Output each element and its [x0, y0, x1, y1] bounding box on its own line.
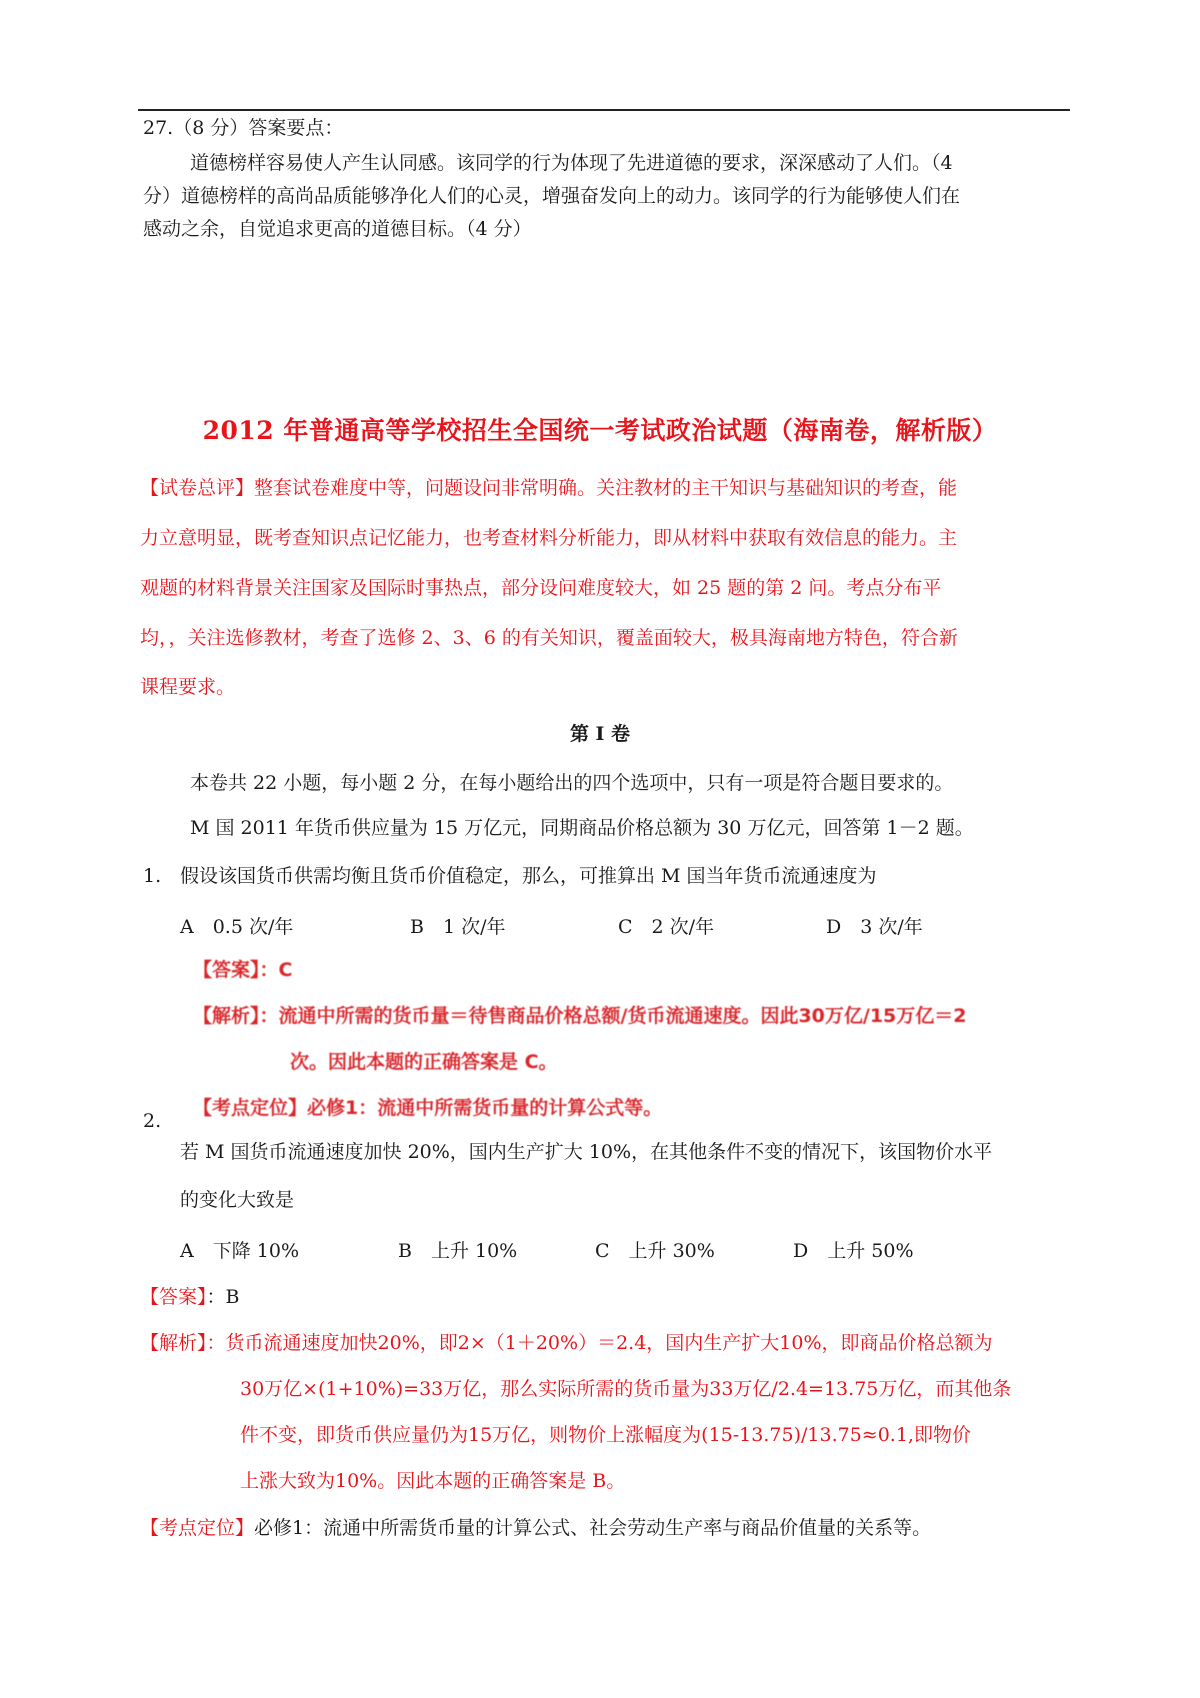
review-line-3: 观题的材料背景关注国家及国际时事热点，部分设问难度较大，如 25 题的第 2 问。考点分布平: [140, 577, 942, 599]
q2-option-c: C 上升 30%: [595, 1240, 715, 1262]
q2-option-d: D 上升 50%: [793, 1240, 914, 1262]
q27-header: 27.（8 分）答案要点：: [143, 117, 344, 139]
q2-point-text: 必修1：流通中所需货币量的计算公式、社会劳动生产率与商品价值量的关系等。: [254, 1517, 932, 1539]
q1-analysis-line-2: 次。因此本题的正确答案是 C。: [290, 1051, 558, 1073]
q2-answer: [140, 1284, 239, 1310]
q2-option-b: B 上升 10%: [398, 1240, 518, 1262]
page-title: 2012 年普通高等学校招生全国统一考试政治试题（海南卷，解析版）: [202, 416, 998, 445]
q2-analysis-line-3: 件不变，即货币供应量仍为15万亿，则物价上涨幅度为(15-13.75)/13.75≈0.1,即物价: [240, 1424, 971, 1446]
q2-stem-line-2: 的变化大致是: [180, 1189, 295, 1211]
q27-line-2: 分）道德榜样的高尚品质能够净化人们的心灵，增强奋发向上的动力。该同学的行为能够使人们在: [143, 185, 961, 207]
header-rule: [138, 109, 1070, 111]
section-heading: 第 I 卷: [569, 723, 631, 745]
q1-number: 1.: [143, 865, 162, 887]
q2-point-label: 【考点定位】: [140, 1517, 255, 1539]
q2-analysis-line-2: 30万亿×(1+10%)=33万亿，那么实际所需的货币量为33万亿/2.4=13.75万亿，而其他条: [240, 1378, 1012, 1400]
q2-number: 2.: [143, 1110, 162, 1132]
review-line-5: 课程要求。: [140, 676, 236, 698]
q1-option-a: A 0.5 次/年: [180, 916, 294, 938]
q1-option-b: B 1 次/年: [410, 916, 506, 938]
q1-option-c: C 2 次/年: [618, 916, 715, 938]
q2-analysis-line-4: 上涨大致为10%。因此本题的正确答案是 B。: [240, 1470, 626, 1492]
section-context: M 国 2011 年货币供应量为 15 万亿元，同期商品价格总额为 30 万亿元，回答第 1－2 题。: [190, 817, 974, 839]
q1-answer: 【答案】：C: [193, 959, 293, 981]
q2-analysis-label: 【解析】: [140, 1332, 207, 1354]
q2-answer-value: ：B: [206, 1286, 240, 1308]
q2-analysis-line-1: [140, 1330, 993, 1356]
q1-analysis-line-1: 【解析】：流通中所需的货币量＝待售商品价格总额/货币流通速度。因此30万亿/15万亿＝2: [193, 1005, 967, 1027]
q27-line-3: 感动之余，自觉追求更高的道德目标。（4 分）: [143, 218, 532, 240]
q1-option-d: D 3 次/年: [826, 916, 923, 938]
q2-answer-label: 【答案】: [140, 1286, 207, 1308]
q2-stem-line-1: 若 M 国货币流通速度加快 20%，国内生产扩大 10%，在其他条件不变的情况下，该国物价水平: [180, 1141, 993, 1163]
q1-stem: 假设该国货币供需均衡且货币价值稳定，那么，可推算出 M 国当年货币流通速度为: [180, 865, 877, 887]
q2-point: [140, 1515, 931, 1541]
review-line-1: 【试卷总评】整套试卷难度中等，问题设问非常明确。关注教材的主干知识与基础知识的考查，能: [140, 477, 958, 499]
q2-analysis-text-1: ：货币流通速度加快20%，即2×（1＋20%）＝2.4，国内生产扩大10%，即商品价格总额为: [206, 1332, 993, 1354]
section-instruction: 本卷共 22 小题，每小题 2 分，在每小题给出的四个选项中，只有一项是符合题目要求的。: [190, 772, 954, 794]
q27-line-1: 道德榜样容易使人产生认同感。该同学的行为体现了先进道德的要求，深深感动了人们。（4: [190, 152, 953, 174]
review-line-4: 均，，关注选修教材，考查了选修 2、3、6 的有关知识，覆盖面较大，极具海南地方特色，符合新: [140, 627, 958, 649]
q1-point: 【考点定位】必修1：流通中所需货币量的计算公式等。: [193, 1097, 663, 1119]
review-line-2: 力立意明显，既考查知识点记忆能力，也考查材料分析能力，即从材料中获取有效信息的能力。主: [140, 527, 958, 549]
q2-option-a: A 下降 10%: [180, 1240, 299, 1262]
